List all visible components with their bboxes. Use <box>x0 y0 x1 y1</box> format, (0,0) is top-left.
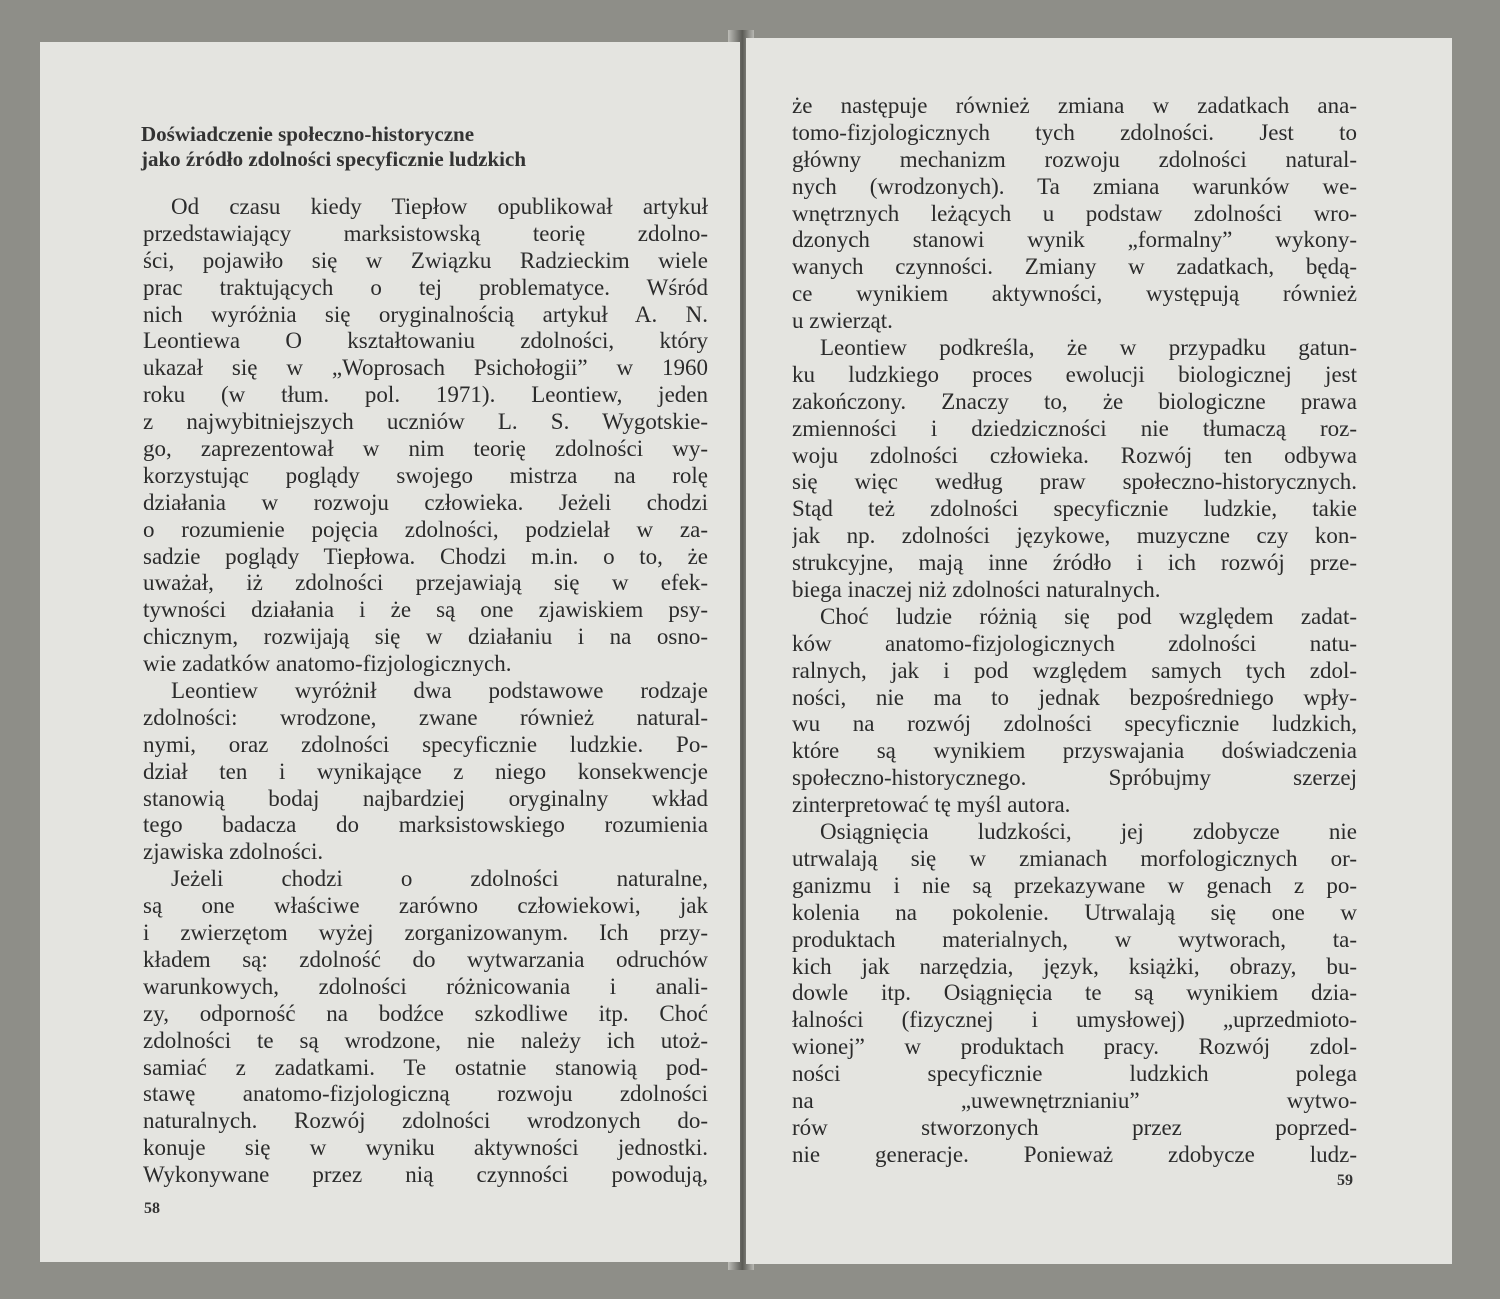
text-line: z najwybitniejszych uczniów L. S. Wygotskie- <box>143 409 708 435</box>
text-line: utrwalają się w zmianach morfologicznych or- <box>792 845 1357 871</box>
left-page <box>40 42 740 1262</box>
text-line: nich wyróżnia się oryginalnością artykuł A. N. <box>143 301 708 327</box>
text-line: naturalnych. Rozwój zdolności wrodzonych do- <box>143 1108 708 1134</box>
text-line: ści, pojawiło się w Związku Radzieckim wiele <box>143 247 708 273</box>
text-line: samiać z zadatkami. Te ostatnie stanowią pod- <box>143 1054 708 1080</box>
text-line: dzonych stanowi wynik „formalny” wykony- <box>792 227 1357 253</box>
text-line: Wykonywane przez nią czynności powodują, <box>143 1162 708 1188</box>
text-line: nych (wrodzonych). Ta zmiana warunków we- <box>792 173 1357 199</box>
page-number: 58 <box>144 1200 160 1217</box>
text-line: kich jak narzędzia, język, książki, obrazy, bu- <box>792 953 1357 979</box>
text-line: stawę anatomo-fizjologiczną rozwoju zdolności <box>143 1081 708 1107</box>
text-line: i zwierzętom wyżej zorganizowanym. Ich przy- <box>143 920 708 946</box>
text-line: które są wynikiem przyswajania doświadczenia <box>792 738 1357 764</box>
text-line: uważał, iż zdolności przejawiają się w efek- <box>143 570 708 596</box>
text-line: wionej” w produktach pracy. Rozwój zdol- <box>792 1034 1357 1060</box>
text-line: Leontiewa O kształtowaniu zdolności, który <box>143 328 708 354</box>
text-line: ralnych, jak i pod względem samych tych zdol- <box>792 657 1357 683</box>
text-line: korzystując poglądy swojego mistrza na rolę <box>143 462 708 488</box>
text-line: stanowią bodaj najbardziej oryginalny wkład <box>143 785 708 811</box>
text-line: ku ludzkiego proces ewolucji biologicznej jest <box>792 361 1357 387</box>
text-line: Od czasu kiedy Tiepłow opublikował artykuł <box>171 194 708 219</box>
text-line: główny mechanizm rozwoju zdolności natural- <box>792 146 1357 172</box>
text-line: Leontiew wyróżnił dwa podstawowe rodzaje <box>171 678 708 704</box>
text-line: wu na rozwój zdolności specyficznie ludzkich, <box>792 711 1357 737</box>
text-line: tywności działania i że są one zjawiskiem psy- <box>143 597 708 623</box>
text-line: u zwierząt. <box>792 308 893 334</box>
text-line: Stąd też zdolności specyficznie ludzkie, takie <box>792 496 1357 522</box>
text-line: ukazał się w „Woprosach Psichołogii” w 1960 <box>143 355 708 381</box>
text-line: zakończony. Znaczy to, że biologiczne prawa <box>792 388 1357 414</box>
text-line: chicznym, rozwijają się w działaniu i na osno- <box>143 624 708 650</box>
text-line: woju zdolności człowieka. Rozwój ten odbywa <box>792 442 1357 468</box>
chapter-heading <box>141 122 701 172</box>
text-line: dział ten i wynikające z niego konsekwencje <box>143 758 708 784</box>
text-line: zjawiska zdolności. <box>143 839 324 865</box>
text-line: konuje się w wyniku aktywności jednostki. <box>143 1135 708 1161</box>
text-line: warunkowych, zdolności różnicowania i anali- <box>143 973 708 999</box>
text-line: zdolności: wrodzone, zwane również natural- <box>143 704 708 730</box>
text-line: kolenia na pokolenie. Utrwalają się one w <box>792 899 1357 925</box>
text-line: nie generacje. Ponieważ zdobycze ludz- <box>792 1141 1357 1167</box>
text-line: dowle itp. Osiągnięcia te są wynikiem dzia- <box>792 980 1357 1006</box>
text-line: tomo-fizjologicznych tych zdolności. Jest to <box>792 119 1357 145</box>
text-line: wanych czynności. Zmiany w zadatkach, będą- <box>792 254 1357 280</box>
text-line: Jeżeli chodzi o zdolności naturalne, <box>171 866 708 892</box>
text-line: zdolności te są wrodzone, nie należy ich utoż- <box>143 1027 708 1053</box>
text-line: ności specyficznie ludzkich polega <box>792 1061 1357 1087</box>
text-line: wie zadatków anatomo-fizjologicznych. <box>143 651 512 677</box>
text-line: tego badacza do marksistowskiego rozumienia <box>143 812 708 838</box>
text-line: działania w rozwoju człowieka. Jeżeli chodzi <box>143 489 708 515</box>
text-line: produktach materialnych, w wytworach, ta- <box>792 926 1357 952</box>
text-line: jak np. zdolności językowe, muzyczne czy kon- <box>792 523 1357 549</box>
text-line: prac traktujących o tej problematyce. Wśród <box>143 274 708 300</box>
text-line: Choć ludzie różnią się pod względem zadat- <box>820 603 1357 629</box>
text-line: kładem są: zdolność do wytwarzania odruchów <box>143 946 708 972</box>
text-line: ganizmu i nie są przekazywane w genach z po- <box>792 872 1357 898</box>
text-line: nymi, oraz zdolności specyficznie ludzkie. Po- <box>143 731 708 757</box>
text-line: Leontiew podkreśla, że w przypadku gatun- <box>820 335 1357 361</box>
text-line: ce wynikiem aktywności, występują również <box>792 281 1357 307</box>
text-line: o rozumienie pojęcia zdolności, podzielał w za- <box>143 516 708 542</box>
text-line: roku (w tłum. pol. 1971). Leontiew, jeden <box>143 382 708 408</box>
text-line: zmienności i dziedziczności nie tłumaczą roz- <box>792 415 1357 441</box>
text-line: są one właściwe zarówno człowiekowi, jak <box>143 893 708 919</box>
text-line: sadzie poglądy Tiepłowa. Chodzi m.in. o to, że <box>143 543 708 569</box>
text-line: społeczno-historycznego. Spróbujmy szerzej <box>792 765 1357 791</box>
text-line: rów stworzonych przez poprzed- <box>792 1114 1357 1140</box>
text-line: ności, nie ma to jednak bezpośredniego wpły- <box>792 684 1357 710</box>
text-line: przedstawiający marksistowską teorię zdolno- <box>143 220 708 246</box>
text-line: Osiągnięcia ludzkości, jej zdobycze nie <box>820 819 1357 845</box>
heading-line: Doświadczenie społeczno-historyczne <box>141 122 475 146</box>
text-line: zinterpretować tę myśl autora. <box>792 792 1071 818</box>
right-page <box>746 38 1452 1264</box>
text-line: łalności (fizycznej i umysłowej) „uprzedmioto- <box>792 1007 1357 1033</box>
text-line: ków anatomo-fizjologicznych zdolności natu- <box>792 630 1357 656</box>
right-body-text <box>792 93 1357 1169</box>
text-line: biega inaczej niż zdolności naturalnych. <box>792 577 1161 603</box>
text-line: zy, odporność na bodźce szkodliwe itp. Choć <box>143 1000 708 1026</box>
heading-line: jako źródło zdolności specyficznie ludzkich <box>141 147 526 171</box>
text-line: wnętrznych leżących u podstaw zdolności wro- <box>792 200 1357 226</box>
text-line: że następuje również zmiana w zadatkach ana- <box>792 93 1357 118</box>
text-line: go, zaprezentował w nim teorię zdolności wy- <box>143 436 708 462</box>
text-line: strukcyjne, mają inne źródło i ich rozwój prze- <box>792 550 1357 576</box>
text-line: na „uwewnętrznianiu” wytwo- <box>792 1087 1357 1113</box>
left-body-text <box>143 194 708 1189</box>
text-line: się więc według praw społeczno-historycznych. <box>792 469 1357 495</box>
page-number: 59 <box>1337 1172 1353 1189</box>
